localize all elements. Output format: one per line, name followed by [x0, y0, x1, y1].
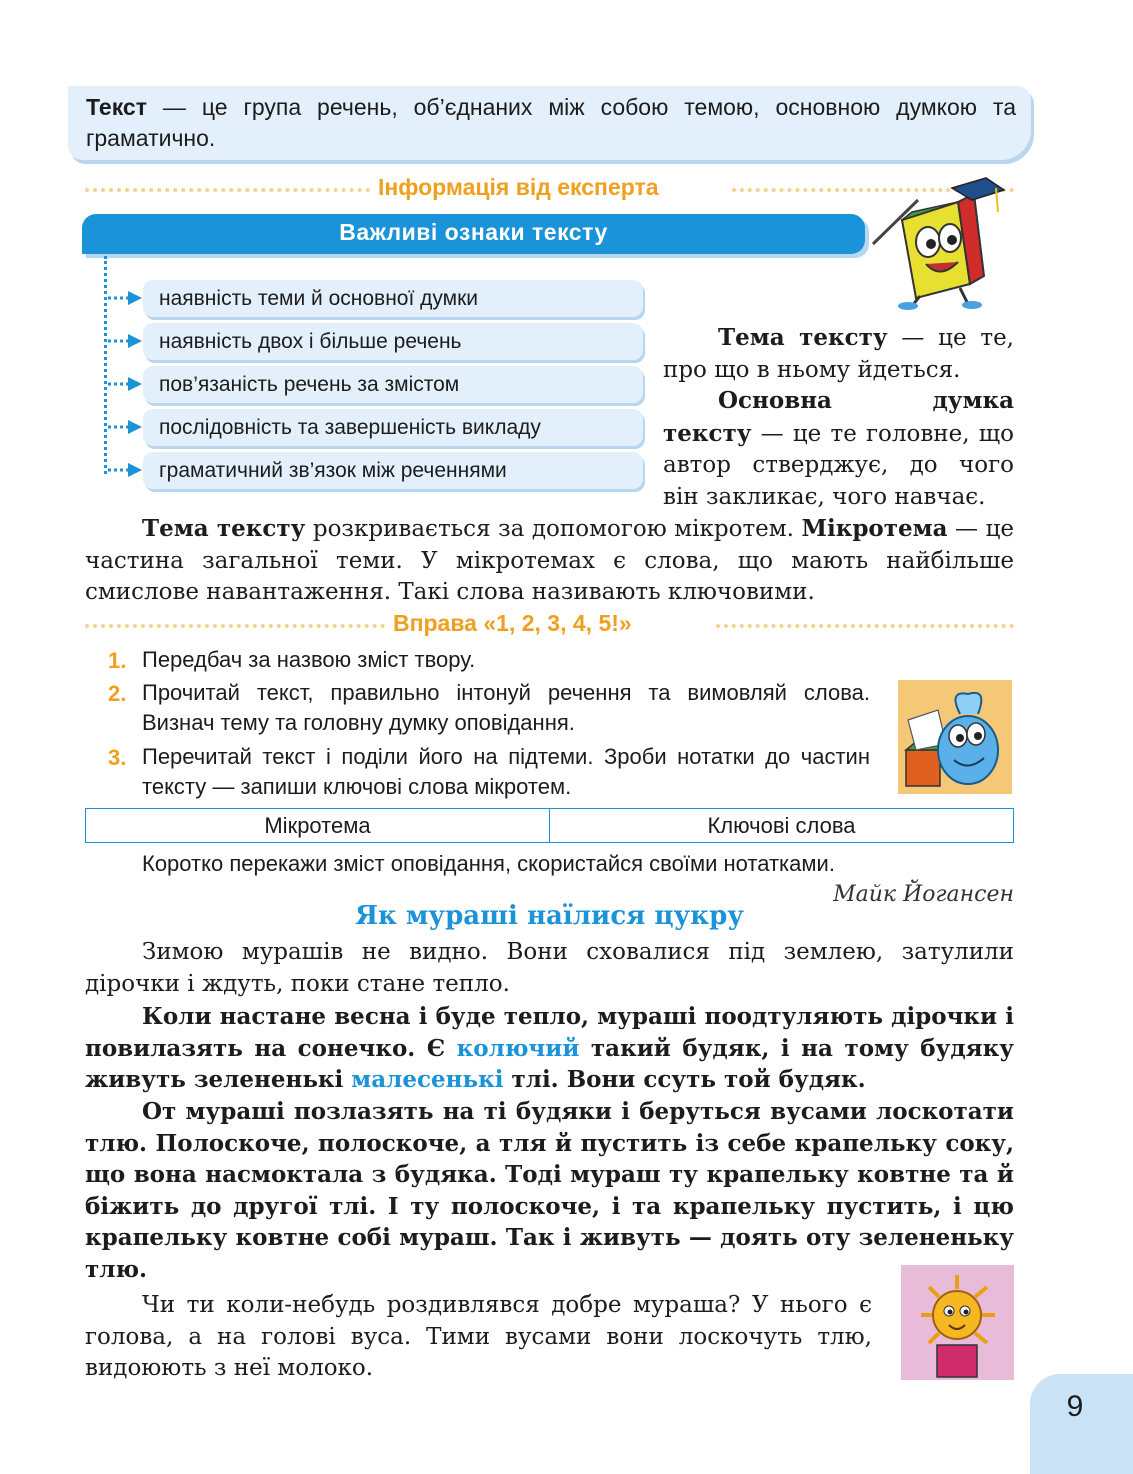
dotted-divider	[85, 624, 385, 628]
feature-item: пов’язаність речень за змістом	[143, 366, 643, 403]
highlighted-word: колючий	[456, 1034, 580, 1062]
microtheme-term2: Мікротема	[801, 515, 948, 542]
main-idea-definition	[663, 385, 1014, 513]
theme-definition	[663, 322, 1014, 386]
story-paragraph-4: Чи ти коли-небудь роздивлявся добре мураша? У нього є голова, а на голові вуса. Тими вусами вони лоскочуть тлю, видоюють з неї молоко.	[85, 1292, 872, 1381]
feature-item: граматичний зв’язок між реченнями	[143, 452, 643, 489]
task-number: 2.	[108, 681, 127, 706]
arrow-icon	[108, 377, 144, 391]
microtheme-text1: розкривається за допомогою мікротем.	[305, 516, 802, 542]
theme-text: — це те, про що в ньому йдеться.	[663, 325, 1014, 383]
table-header-microtheme: Мікротема	[264, 813, 371, 838]
author-name: Майк Йогансен	[833, 882, 1014, 907]
arrow-icon	[108, 334, 144, 348]
definition-text	[86, 92, 1016, 154]
page-number: 9	[1066, 1390, 1084, 1423]
feature-item: послідовність та завершеність викладу	[143, 409, 643, 446]
feature-item: наявність двох і більше речень	[143, 323, 643, 360]
task-number: 3.	[108, 745, 127, 770]
features-connector-line	[104, 256, 107, 474]
story-paragraph-2	[85, 1001, 1014, 1096]
story-text: Коли настане весна і буде тепло, мураші поодтуляють дірочки і повилазять на сонечко. Є	[85, 1003, 1014, 1062]
features-title: Важливі ознаки тексту	[339, 219, 608, 245]
story-paragraph-1: Зимою мурашів не видно. Вони сховалися під землею, затулили дірочки і ждуть, поки стане тепло.	[85, 939, 1014, 997]
exercise-header: Вправа «1, 2, 3, 4, 5!»	[393, 610, 632, 636]
feature-item: наявність теми й основної думки	[143, 280, 643, 317]
dotted-divider	[85, 188, 370, 192]
microtheme-text2: — це частина загальної теми. У мікротемах є слова, що мають найбільше смислове навантаження. Такі слова називають ключовими.	[85, 516, 1014, 605]
retell-instruction: Коротко перекажи зміст оповідання, скористайся своїми нотатками.	[142, 851, 835, 876]
task-text: Перечитай текст і поділи його на підтеми. Зроби нотатки до частин тексту — запиши ключові слова мікротем.	[142, 744, 870, 799]
expert-header: Інформація від експерта	[378, 174, 659, 200]
story-title: Як мураші наїлися цукру	[355, 901, 744, 931]
table-header-keywords: Ключові слова	[549, 809, 1013, 842]
highlighted-word: малесенькі	[351, 1066, 504, 1093]
story-text: тлі. Вони ссуть той будяк.	[503, 1066, 866, 1093]
dotted-divider	[716, 624, 1014, 628]
story-text: такий будяк, і на тому будяку живуть зелененькі	[85, 1034, 1014, 1093]
microtheme-table	[85, 808, 1014, 843]
arrow-icon	[108, 463, 144, 477]
main-idea-text: — це те головне, що автор стверджує, до чого він закликає, чого навчає.	[663, 420, 1014, 510]
definition-body: — це група речень, об’єднаних між собою темою, основною думкою та граматично.	[86, 94, 1016, 151]
microtheme-paragraph	[85, 513, 1014, 609]
sun-creature-illustration	[901, 1265, 1014, 1380]
page-number-tab	[1030, 1374, 1133, 1474]
task-text: Прочитай текст, правильно інтонуй речення та вимовляй слова. Визнач тему та головну думку оповідання.	[142, 680, 870, 735]
task-number: 1.	[108, 648, 127, 673]
main-idea-term: Основна думка тексту	[663, 387, 1014, 447]
creature-writing-illustration	[898, 680, 1012, 794]
story-paragraph-3: От мураші позлазять на ті будяки і беруться вусами лоскотати тлю. Полоскоче, полоскоче, а тля й пустить із себе крапельку соку, що вона насмоктала з будяка. Тоді мураш ту крапельку ковтне та й біжить до другої тлі. І ту полоскоче, і та крапельку пустить, і цю крапельку ковтне собі мураш. Так і живуть — доять оту зелененьку тлю.	[85, 1098, 1014, 1283]
theme-term: Тема тексту	[718, 324, 888, 351]
arrow-icon	[108, 420, 144, 434]
arrow-icon	[108, 291, 144, 305]
book-mascot-illustration	[868, 172, 1018, 310]
microtheme-term1: Тема тексту	[142, 515, 306, 542]
task-text: Передбач за назвою зміст твору.	[142, 647, 476, 672]
definition-term: Текст	[86, 94, 147, 120]
